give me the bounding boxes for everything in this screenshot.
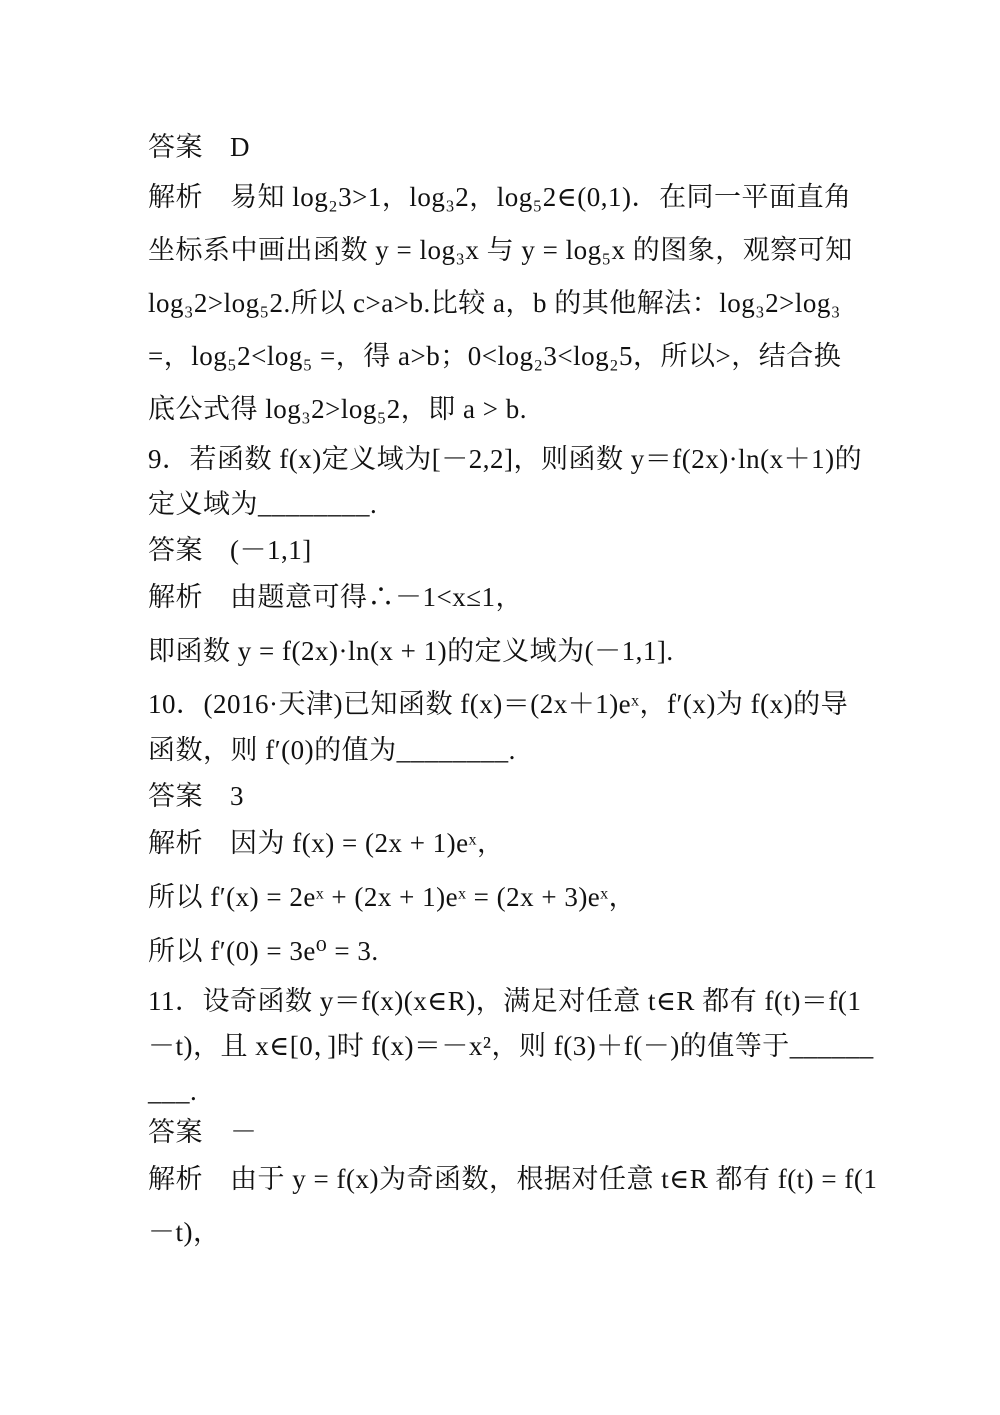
answer-label: 答案 xyxy=(148,132,203,162)
answer-text: － xyxy=(230,1117,258,1147)
solution-9-line-1 xyxy=(148,582,852,612)
answer-text: (－1,1] xyxy=(230,535,312,565)
question-9-line-2: 定义域为________. xyxy=(148,489,378,519)
question-10-line-1: 10．(2016·天津)已知函数 f(x)＝(2x＋1)eˣ，f′(x)为 f(x)的导 xyxy=(148,689,849,719)
answer-8 xyxy=(148,132,852,162)
answer-10 xyxy=(148,781,852,811)
solution-8-line-3: log₃2>log₅2.所以 c>a>b.比较 a，b 的其他解法：log₃2>log₃ xyxy=(148,288,841,318)
solution-text: 易知 log₂3>1，log₃2，log₅2∈(0,1)．在同一平面直角 xyxy=(230,182,852,212)
solution-9-line-2: 即函数 y = f(2x)·ln(x + 1)的定义域为(－1,1]. xyxy=(148,636,674,666)
solution-text: 因为 f(x) = (2x + 1)eˣ， xyxy=(230,828,505,858)
answer-11 xyxy=(148,1117,852,1147)
question-9-line-1: 9．若函数 f(x)定义域为[－2,2]，则函数 y＝f(2x)·ln(x＋1)的 xyxy=(148,444,863,474)
solution-label: 解析 xyxy=(148,182,203,212)
answer-label: 答案 xyxy=(148,781,203,811)
solution-8-line-4: =，log₅2<log₅ =，得 a>b；0<log₂3<log₂5，所以>，结合换 xyxy=(148,341,842,371)
question-11-line-3: ___. xyxy=(148,1076,198,1106)
solution-11-line-2: －t)， xyxy=(148,1217,221,1247)
answer-9 xyxy=(148,535,852,565)
answer-text: D xyxy=(230,132,250,162)
solution-10-line-3: 所以 f′(0) = 3e⁰ = 3. xyxy=(148,936,379,966)
solution-text: 由于 y = f(x)为奇函数，根据对任意 t∈R 都有 f(t) = f(1 xyxy=(230,1164,878,1194)
answer-text: 3 xyxy=(230,781,244,811)
solution-10-line-1 xyxy=(148,828,852,858)
solution-label: 解析 xyxy=(148,1164,203,1194)
solution-10-line-2: 所以 f′(x) = 2eˣ + (2x + 1)eˣ = (2x + 3)eˣ， xyxy=(148,882,637,912)
solution-8-line-5: 底公式得 log₃2>log₅2，即 a > b. xyxy=(148,394,528,424)
answer-label: 答案 xyxy=(148,1117,203,1147)
answer-label: 答案 xyxy=(148,535,203,565)
question-11-line-1: 11．设奇函数 y＝f(x)(x∈R)，满足对任意 t∈R 都有 f(t)＝f(1 xyxy=(148,986,862,1016)
solution-text: 由题意可得∴－1<x≤1， xyxy=(230,582,524,612)
solution-11-line-1 xyxy=(148,1164,878,1194)
solution-8-line-2: 坐标系中画出函数 y = log₃x 与 y = log₅x 的图象，观察可知 xyxy=(148,235,853,265)
solution-label: 解析 xyxy=(148,828,203,858)
question-10-line-2: 函数，则 f′(0)的值为________. xyxy=(148,735,516,765)
solution-label: 解析 xyxy=(148,582,203,612)
solution-8-line-1 xyxy=(148,182,852,212)
question-11-line-2: －t)，且 x∈[0，]时 f(x)＝－x²，则 f(3)＋f(－)的值等于______ xyxy=(148,1031,874,1061)
